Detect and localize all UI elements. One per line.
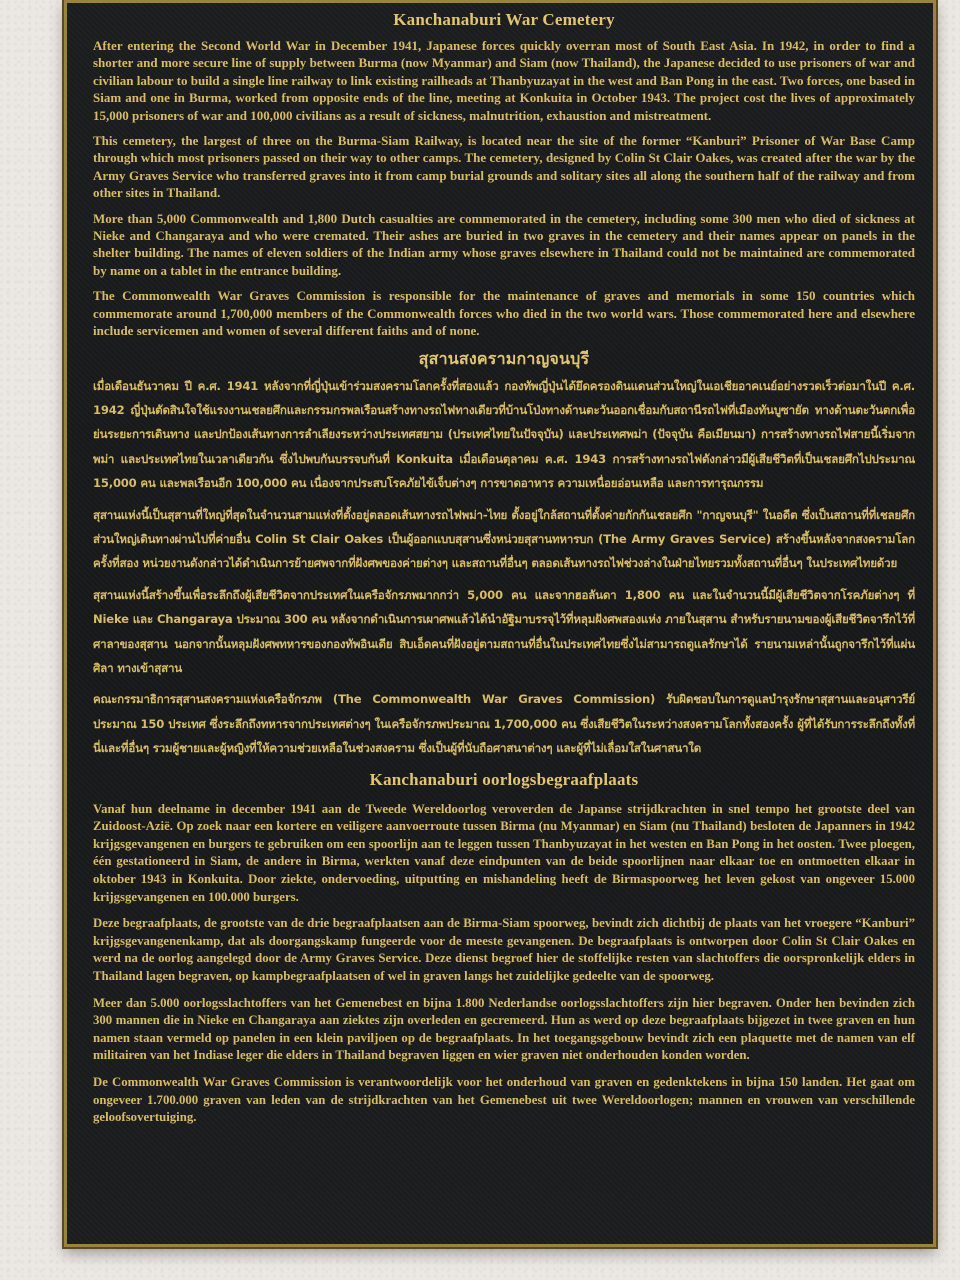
thai-paragraph-3: สุสานแห่งนี้สร้างขึ้นเพื่อระลึกถึงผู้เสียชีวิตจากประเทศในเครือจักรภพมากกว่า 5,000 คน และจากฮอลันดา 1,800 คน และในจำนวนนี้มีผู้เสียชีวิตจากโรคภัยต่างๆ ที่ Nieke และ Changaraya ประมาณ 300 คน หลังจากดำเนินการเผาศพแล้วได้นำอัฐิมาบรรจุไว้ที่หลุมฝังศพสองแห่ง ภายในสุสาน สำหรับรายนามของผู้เสียชีวิตจารึกไว้ที่ศาลาของสุสาน นอกจากนั้นหลุมฝังศพทหารของกองทัพอินเดีย สิบเอ็ดคนที่ฝังอยู่ตามสถานที่อื่นในประเทศไทยซึ่งไม่สามารถดูแลรักษาได้ รายนามเหล่านั้นถูกจารึกไว้ที่แผ่นศิลา ทางเข้าสุสาน (93, 587, 915, 675)
dutch-paragraph-2: Deze begraafplaats, de grootste van de drie begraafplaatsen aan de Birma-Siam spoorweg, bevindt zich dichtbij de plaats van het vroegere “Kanburi” krijgsgevangenenkamp, dat als doorgangskamp fungeerde voor de meeste gevangenen. De begraafplaats is ontworpen door Colin St Clair Oakes en werd na de oorlog aangelegd door de Army Graves Service. Deze dienst begroef hier de stoffelijke resten van slachtoffers die oorspronkelijk elders in Thailand lagen begraven, op kampbegraafplaatsen of wel in graven langs het zuidelijke gedeelte van de spoorweg. (93, 916, 915, 983)
thai-paragraph-4: คณะกรรมาธิการสุสานสงครามแห่งเครือจักรภพ (The Commonwealth War Graves Commission) รับผิดชอบในการดูแลบำรุงรักษาสุสานและอนุสาวรีย์ประมาณ 150 ประเทศ ซึ่งระลึกถึงทหารจากประเทศต่างๆ ในเครือจักรภพประมาณ 1,700,000 คน ซึ่งเสียชีวิตในระหว่างสงครามโลกทั้งสองครั้ง ผู้ที่ได้รับการระลึกถึงทั้งที่นี่และที่อื่นๆ รวมผู้ชายและผู้หญิงที่ให้ความช่วยเหลือในช่วงสงคราม ซึ่งเป็นผู้ที่นับถือศาสนาต่างๆ และผู้ที่ไม่เลื่อมใสในศาสนาใด (93, 692, 915, 756)
dutch-paragraph-3: Meer dan 5.000 oorlogsslachtoffers van het Gemenebest en bijna 1.800 Nederlandse oorlogsslachtoffers zijn hier begraven. Onder hen bevinden zich 300 mannen die in Nieke en Changaraya aan ziektes zijn overleden en gecremeerd. Hun as werd op deze begraafplaats bijgezet in twee graven en hun namen staan vermeld op panelen in een klein paviljoen op de begraafplaats. In het toegangsgebouw bevindt zich een plaquette met de namen van elf militairen van het Indiase leger die elders in Thailand begraven liggen en wier graven niet onderhouden konden worden. (93, 995, 915, 1063)
english-paragraph-1: After entering the Second World War in December 1941, Japanese forces quickly overran most of South East Asia. In 1942, in order to find a shorter and more secure line of supply between Burma (now Myanmar) and Siam (now Thailand), the Japanese decided to use prisoners of war and civilian labour to build a single line railway to link existing railheads at Thanbyuzayat in the west and Ban Pong in the east. Two forces, one based in Siam and one in Burma, worked from opposite ends of the line, meeting at Konkuita in October 1943. The project cost the lives of approximately 15,000 prisoners of war and 100,000 civilians as a result of sickness, malnutrition, exhaustion and mistreatment. (93, 38, 915, 123)
english-section (93, 9, 915, 340)
dutch-paragraph-4: De Commonwealth War Graves Commission is verantwoordelijk voor het onderhoud van graven en gedenktekens in bijna 150 landen. Het gaat om ongeveer 1.700.000 graven van leden van de strijdkrachten van het Gemenebest uit twee Wereldoorlogen; mannen en vrouwen van verschillende geloofsovertuiging. (93, 1074, 915, 1125)
thai-paragraph-1: เมื่อเดือนธันวาคม ปี ค.ศ. 1941 หลังจากที่ญี่ปุ่นเข้าร่วมสงครามโลกครั้งที่สองแล้ว กองทัพญี่ปุ่นได้ยึดครองดินแดนส่วนใหญ่ในเอเชียอาคเนย์อย่างรวดเร็วต่อมาในปี ค.ศ. 1942 ญี่ปุ่นตัดสินใจใช้แรงงานเชลยศึกและกรรมกรพลเรือนสร้างทางรถไฟทางเดียวที่บ้านโป่งทางด้านตะวันออกเชื่อมกับสถานีรถไฟที่เมืองทันบูซายัต ทางด้านตะวันตกเพื่อย่นระยะการเดินทาง และปกป้องเส้นทางการลำเลียงระหว่างประเทศสยาม (ประเทศไทยในปัจจุบัน) และประเทศพม่า (ปัจจุบัน คือเมียนมา) การสร้างทางรถไฟสายนี้เริ่มจากพม่า และประเทศไทยในเวลาเดียวกัน ซึ่งไปพบกันบรรจบกันที่ Konkuita เมื่อเดือนตุลาคม ค.ศ. 1943 การสร้างทางรถไฟดังกล่าวมีผู้เสียชีวิตที่เป็นเชลยศึกไปประมาณ 15,000 คน และพลเรือนอีก 100,000 คน เนื่องจากประสบโรคภัยไข้เจ็บต่างๆ การขาดอาหาร ความเหนื่อยอ่อนเหลือ และการทารุณกรรม (93, 378, 915, 491)
english-paragraph-4: The Commonwealth War Graves Commission is responsible for the maintenance of graves and memorials in some 150 countries which commemorate around 1,700,000 members of the Commonwealth forces who died in the two world wars. Those commemorated here and elsewhere include servicemen and women of several different faiths and of none. (93, 288, 915, 339)
dutch-section (93, 769, 915, 1127)
english-title: Kanchanaburi War Cemetery (393, 10, 615, 29)
dutch-paragraph-1: Vanaf hun deelname in december 1941 aan de Tweede Wereldoorlog veroverden de Japanse strijdkrachten in snel tempo het grootste deel van Zuidoost-Azië. Op zoek naar een kortere en veiligere aanvoerroute tussen Birma (nu Myanmar) en Siam (nu Thailand) besloten de Japanners in 1942 krijgsgevangenen en burgers te gebruiken om een spoorlijn aan te leggen tussen Thanbyuzayat in het westen en Ban Pong in het oosten. Twee ploegen, één gestationeerd in Siam, de andere in Birma, werkten vanaf deze eindpunten van de beide spoorlijnen naar elkaar toe en ontmoetten elkaar in oktober 1943 in Konkuita. Door ziekte, ondervoeding, uitputting en mishandeling heeft de Birmaspoorweg het leven gekost van ongeveer 15.000 krijgsgevangenen en 100.000 burgers. (93, 801, 915, 904)
english-paragraph-2: This cemetery, the largest of three on the Burma-Siam Railway, is located near the site of the former “Kanburi” Prisoner of War Base Camp through which most prisoners passed on their way to other camps. The cemetery, designed by Colin St Clair Oakes, was created after the war by the Army Graves Service who transferred graves into it from camp burial grounds and solitary sites all along the southern half of the railway and from other sites in Thailand. (93, 133, 915, 201)
memorial-plaque (64, 0, 936, 1247)
thai-title: สุสานสงครามกาญจนบุรี (418, 348, 590, 368)
thai-paragraph-2: สุสานแห่งนี้เป็นสุสานที่ใหญ่ที่สุดในจำนวนสามแห่งที่ตั้งอยู่ตลอดเส้นทางรถไฟพม่า-ไทย ตั้งอยู่ใกล้สถานที่ตั้งค่ายกักกันเชลยศึก "กาญจนบุรี" ในอดีต ซึ่งเป็นสถานที่ที่เชลยศึกส่วนใหญ่เดินทางผ่านไปที่ค่ายอื่น Colin St Clair Oakes เป็นผู้ออกแบบสุสานซึ่งหน่วยสุสานทหารบก (The Army Graves Service) สร้างขึ้นหลังจากสงครามโลกครั้งที่สอง หน่วยงานดังกล่าวได้ดำเนินการย้ายศพจากที่ฝังศพของค่ายต่างๆ และสถานที่อื่นๆ ตลอดเส้นทางรถไฟช่วงล่างในฝ่ายไทยรวมทั้งสถานที่อื่นๆ ในประเทศไทยด้วย (93, 507, 915, 571)
english-paragraph-3: More than 5,000 Commonwealth and 1,800 Dutch casualties are commemorated in the cemetery, including some 300 men who died of sickness at Nieke and Changaraya and who were cremated. Their ashes are buried in two graves in the cemetery and their names appear on panels in the shelter building. The names of eleven soldiers of the Indian army whose graves elsewhere in Thailand could not be maintained are commemorated by name on a tablet in the entrance building. (93, 210, 915, 278)
dutch-title: Kanchanaburi oorlogsbegraafplaats (369, 769, 639, 789)
thai-section (93, 348, 915, 761)
